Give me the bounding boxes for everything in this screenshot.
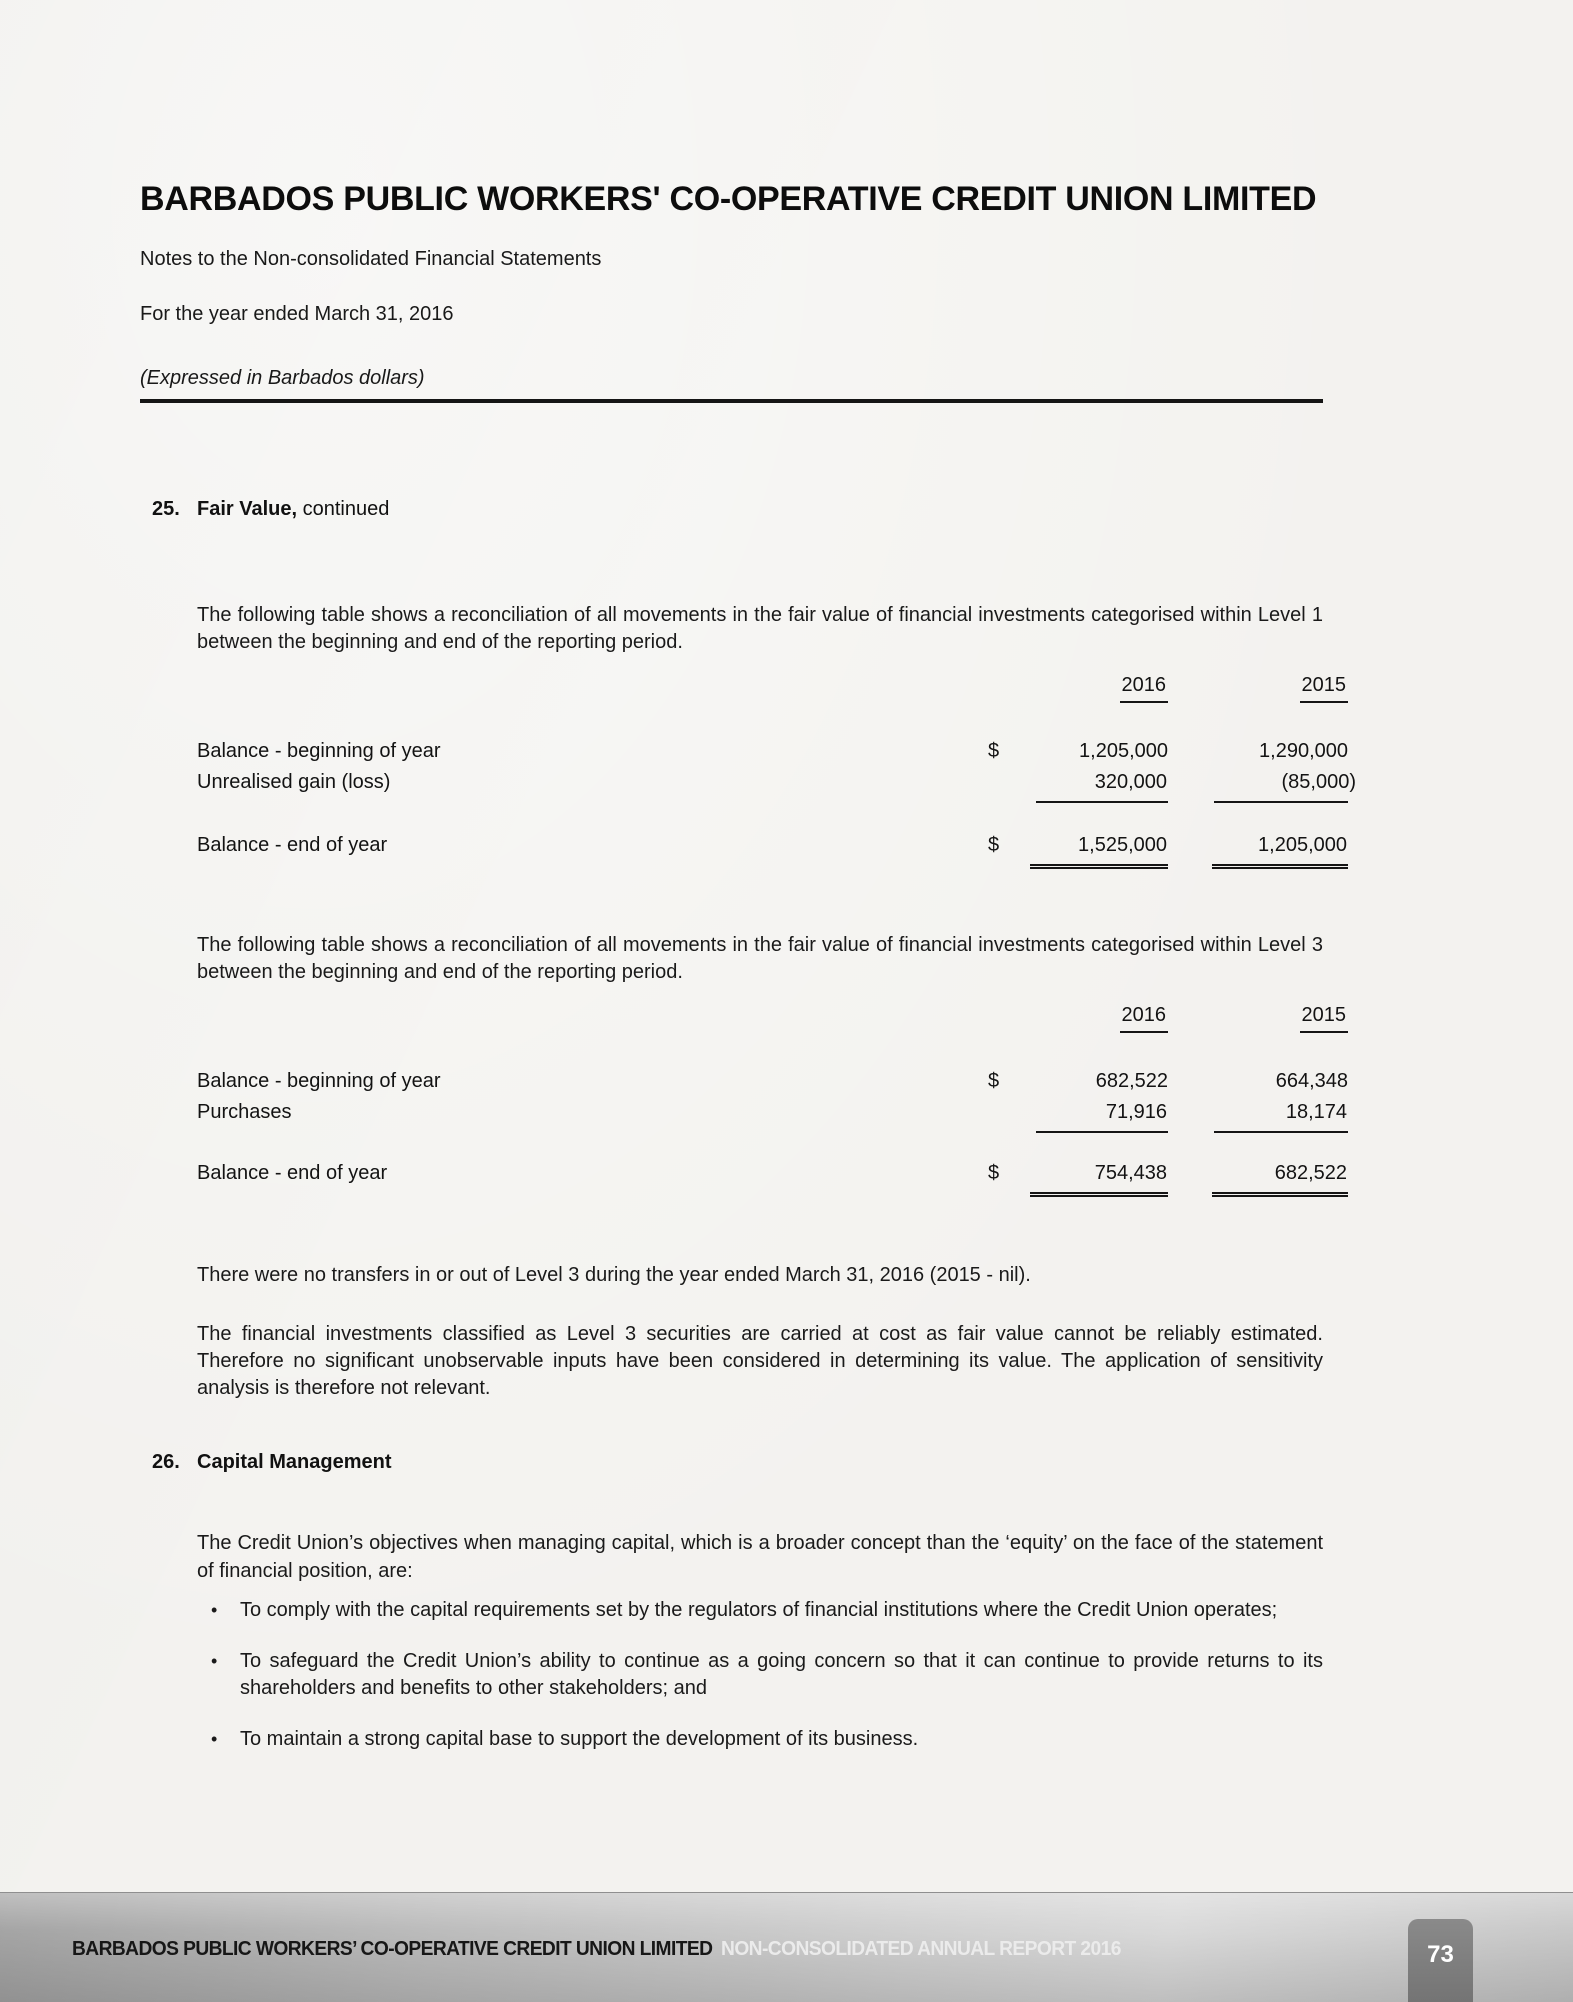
level3-intro-paragraph: The following table shows a reconciliation of all movements in the fair value of financial investments categorised within Level 3 between the beginning and end of the reporting period. — [197, 934, 1323, 983]
value-2015: 664,348 — [1275, 1070, 1348, 1092]
transfers-paragraph: There were no transfers in or out of Level 3 during the year ended March 31, 2016 (2015 - nil). — [197, 1264, 1031, 1286]
bullet-icon: • — [211, 1651, 218, 1671]
header-divider — [140, 399, 1323, 403]
total-2016: 1,525,000 — [1030, 830, 1168, 866]
cost-basis-paragraph: The financial investments classified as Level 3 securities are carried at cost as fair value cannot be reliably estimated. Therefore no significant unobservable inputs have been considered in determining its value. The application of sensitivity analysis is therefore not relevant. — [197, 1323, 1323, 1399]
row-label: Balance - beginning of year — [197, 1070, 441, 1092]
total-2015: 682,522 — [1212, 1158, 1348, 1194]
level1-reconciliation-table — [197, 672, 1356, 866]
value-2016: 320,000 — [1036, 767, 1168, 803]
section-title-suffix: continued — [302, 498, 390, 520]
total-2015: 1,205,000 — [1212, 830, 1348, 866]
list-item-text: To comply with the capital requirements set by the regulators of financial institutions where the Credit Union operates; — [240, 1599, 1278, 1621]
value-2015: 18,174 — [1214, 1097, 1348, 1133]
table-total-row — [197, 830, 1348, 866]
value-2015: (85,000) — [1281, 771, 1356, 793]
header-period-line: For the year ended March 31, 2016 — [140, 303, 454, 325]
row-label: Balance - end of year — [197, 1162, 388, 1184]
column-header-2015: 2015 — [1300, 672, 1349, 703]
row-label: Balance - beginning of year — [197, 740, 441, 762]
footer-report-name: NON-CONSOLIDATED ANNUAL REPORT 2016 — [721, 1938, 1121, 1960]
page-title: BARBADOS PUBLIC WORKERS' CO-OPERATIVE CREDIT UNION LIMITED — [140, 179, 1317, 218]
section-number: 25. — [152, 498, 180, 520]
level1-intro-paragraph: The following table shows a reconciliation of all movements in the fair value of financial investments categorised within Level 1 between the beginning and end of the reporting period. — [197, 604, 1323, 653]
value-2016: 682,522 — [1095, 1070, 1168, 1092]
footer-company-name: BARBADOS PUBLIC WORKERS’ CO-OPERATIVE CREDIT UNION LIMITED — [72, 1938, 713, 1960]
table-row — [197, 1066, 1348, 1097]
table-header-row — [197, 1002, 1348, 1033]
column-header-2016: 2016 — [1120, 672, 1169, 703]
list-item — [197, 1726, 1323, 1753]
table-row — [197, 1097, 1348, 1133]
table-row — [197, 736, 1348, 767]
table-header-row — [197, 672, 1348, 703]
section-title: Capital Management — [197, 1451, 392, 1473]
section-title: Fair Value, — [197, 498, 298, 520]
list-item-text: To maintain a strong capital base to support the development of its business. — [240, 1728, 919, 1750]
header-notes-line: Notes to the Non-consolidated Financial Statements — [140, 248, 602, 270]
dollar-sign: $ — [988, 740, 1000, 762]
bullet-icon: • — [211, 1729, 218, 1749]
dollar-sign: $ — [988, 1162, 1000, 1184]
dollar-sign: $ — [988, 834, 1000, 856]
footer-bar — [0, 1892, 1573, 2002]
section-number: 26. — [152, 1451, 180, 1473]
list-item — [197, 1648, 1323, 1702]
value-2016: 71,916 — [1036, 1097, 1168, 1133]
header-currency-line: (Expressed in Barbados dollars) — [140, 367, 425, 389]
column-header-2016: 2016 — [1120, 1002, 1169, 1033]
list-item-text: To safeguard the Credit Union’s ability to continue as a going concern so that it can continue to provide returns to its shareholders and benefits to other stakeholders; and — [240, 1650, 1323, 1699]
level3-reconciliation-table — [197, 1002, 1348, 1194]
total-2016: 754,438 — [1030, 1158, 1168, 1194]
footer-text — [72, 1938, 1121, 1961]
section-25-heading — [152, 496, 389, 523]
table-row — [197, 767, 1356, 803]
value-2016: 1,205,000 — [1079, 740, 1168, 762]
page-number: 73 — [1427, 1941, 1454, 1968]
row-label: Balance - end of year — [197, 834, 388, 856]
capital-management-intro: The Credit Union’s objectives when managing capital, which is a broader concept than the ‘equity’ on the face of the statement of financial position, are: — [197, 1532, 1323, 1582]
table-total-row — [197, 1158, 1348, 1194]
row-label: Purchases — [197, 1101, 292, 1123]
column-header-2015: 2015 — [1300, 1002, 1349, 1033]
capital-objectives-list — [197, 1597, 1323, 1777]
value-2015: 1,290,000 — [1259, 740, 1348, 762]
dollar-sign: $ — [988, 1070, 1000, 1092]
bullet-icon: • — [211, 1600, 218, 1620]
page-number-badge — [1408, 1919, 1473, 2002]
list-item — [197, 1597, 1323, 1624]
section-26-heading — [152, 1449, 391, 1476]
row-label: Unrealised gain (loss) — [197, 771, 391, 793]
